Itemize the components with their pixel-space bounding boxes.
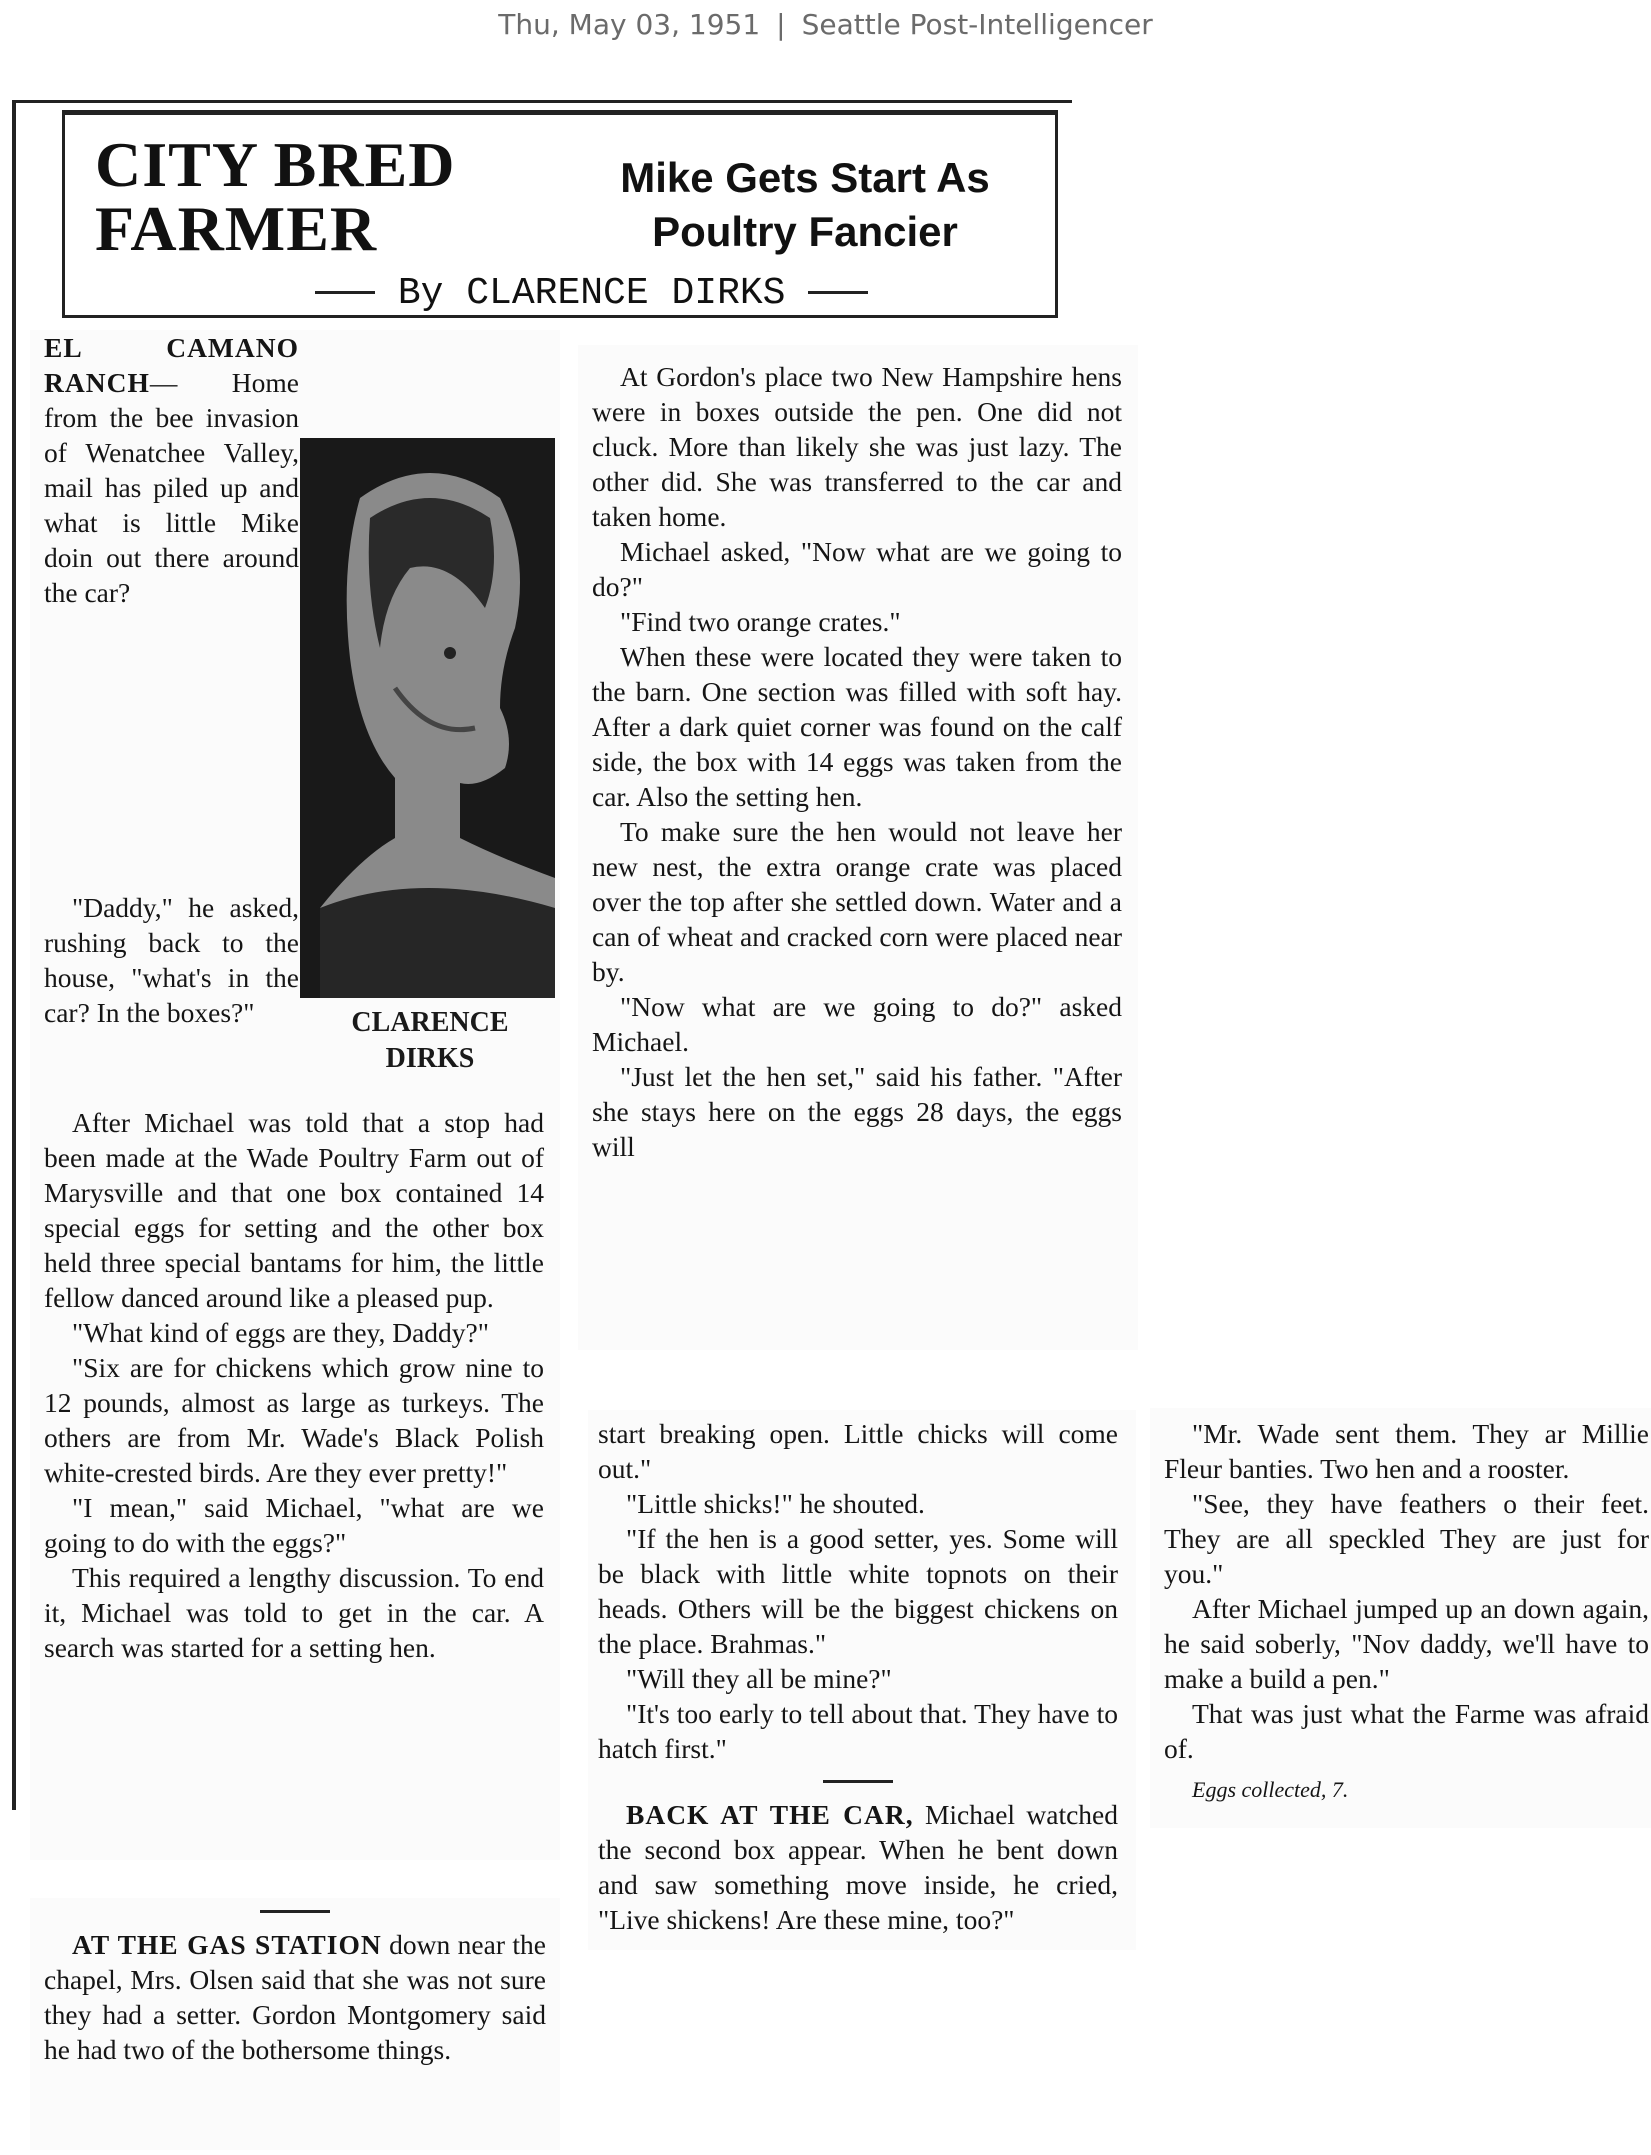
column-1b-paragraph <box>44 1927 546 2067</box>
lead-paragraph-text: — Home from the bee invasion of Wenatchee Valley, mail has piled up and what is little Mike doin out there around the car? <box>44 367 299 608</box>
article-title <box>95 129 515 264</box>
column-4-text <box>1164 1416 1649 1807</box>
publication-date: Thu, May 03, 1951 <box>498 8 761 41</box>
dateline: EL CAMANO RANCH <box>44 332 299 398</box>
column-2-paragraph: "Just let the hen set," said his father. "After she stays here on the eggs 28 days, the eggs will <box>592 1061 1122 1162</box>
title-line-2: FARMER <box>95 193 378 264</box>
publication-name: Seattle Post-Intelligencer <box>801 8 1153 41</box>
column-3-paragraph: start breaking open. Little chicks will come out." <box>598 1418 1118 1484</box>
column-2-text <box>592 359 1122 1164</box>
photo-caption-line-1: CLARENCE <box>351 1007 509 1038</box>
column-2-paragraph: To make sure the hen would not leave her new nest, the extra orange crate was placed over the top after she settled down. Water and a can of wheat and cracked corn were placed near by. <box>592 816 1122 987</box>
column-4-paragraph: After Michael jumped up an down again, he said soberly, "Nov daddy, we'll have to make a build a pen." <box>1164 1593 1649 1694</box>
article-header <box>62 110 1058 318</box>
subtitle-line-1: Mike Gets Start As <box>620 154 990 201</box>
column-2-clipping <box>578 345 1138 1350</box>
column-1b-text <box>30 1927 560 2067</box>
title-line-1: CITY BRED <box>95 129 456 200</box>
column-2-paragraph: "Now what are we going to do?" asked Michael. <box>592 991 1122 1057</box>
section-divider <box>823 1780 893 1783</box>
section-lead-text: down near the chapel, Mrs. Olsen said that she was not sure they had a setter. Gordon Montgomery said he had two of the bothersome things. <box>44 1929 546 2065</box>
subtitle-line-2: Poultry Fancier <box>652 208 958 255</box>
column-4-clipping <box>1150 1408 1651 1828</box>
column-1-paragraph: "Daddy," he asked, rushing back to the house, "what's in the car? In the boxes?" <box>44 892 299 1028</box>
source-separator: | <box>776 8 786 41</box>
section-lead-text: Michael watched the second box appear. When he bent down and saw something move inside, he cried, "Live shickens! Are these mine, too?" <box>598 1799 1118 1935</box>
top-column-rule <box>12 100 1072 103</box>
author-portrait-image <box>300 438 555 998</box>
column-1-paragraph: After Michael was told that a stop had been made at the Wade Poultry Farm out of Marysville and that one box contained 14 special eggs for setting and the other box held three special bantams for him, the little fellow danced around like a pleased pup. <box>44 1107 544 1313</box>
source-bar <box>0 8 1651 41</box>
section-lead: BACK AT THE CAR, <box>626 1799 914 1830</box>
article-subtitle <box>585 151 1025 259</box>
column-4-paragraph: "Mr. Wade sent them. They ar Millie Fleur banties. Two hen and a rooster. <box>1164 1418 1649 1484</box>
column-3-paragraph: "It's too early to tell about that. They have to hatch first." <box>598 1698 1118 1764</box>
column-2-paragraph: When these were located they were taken to the barn. One section was filled with soft hay. After a dark quiet corner was found on the calf side, the box with 14 eggs was taken from the car. Also the setting hen. <box>592 641 1122 812</box>
column-3-paragraph <box>598 1797 1118 1937</box>
column-1-paragraph <box>44 330 299 610</box>
column-3-paragraph: "Will they all be mine?" <box>626 1663 892 1694</box>
author-photo <box>300 438 555 998</box>
byline-rule-right <box>808 291 868 294</box>
photo-caption <box>320 1005 540 1077</box>
column-2-paragraph: "Find two orange crates." <box>620 606 901 637</box>
column-3-paragraph: "Little shicks!" he shouted. <box>626 1488 925 1519</box>
column-4-paragraph: That was just what the Farme was afraid of. <box>1164 1698 1649 1764</box>
column-3-clipping <box>588 1410 1136 1950</box>
column-1-text-continued <box>44 890 299 1030</box>
column-2-paragraph: At Gordon's place two New Hampshire hens were in boxes outside the pen. One did not cluck. More than likely she was just lazy. The other did. She was transferred to the car and taken home. <box>592 361 1122 532</box>
section-divider <box>260 1910 330 1913</box>
column-2-paragraph: Michael asked, "Now what are we going to do?" <box>592 536 1122 602</box>
column-3-text <box>598 1416 1118 1937</box>
column-1-paragraph: "I mean," said Michael, "what are we going to do with the eggs?" <box>44 1492 544 1558</box>
column-3-paragraph: "If the hen is a good setter, yes. Some will be black with little white topnots on their heads. Others will be the biggest chickens on the place. Brahmas." <box>598 1523 1118 1659</box>
column-1-paragraph: "Six are for chickens which grow nine to 12 pounds, almost as large as turkeys. The others are from Mr. Wade's Black Polish white-crested birds. Are they ever pretty!" <box>44 1352 544 1488</box>
column-4-footnote: Eggs collected, 7. <box>1192 1777 1349 1802</box>
column-1-text <box>44 330 299 610</box>
byline <box>315 272 915 315</box>
byline-rule-left <box>315 291 375 294</box>
column-1-text-lower <box>44 1105 544 1665</box>
column-1-paragraph: "What kind of eggs are they, Daddy?" <box>72 1317 489 1348</box>
photo-caption-line-2: DIRKS <box>385 1043 475 1074</box>
byline-text: By CLARENCE DIRKS <box>397 272 786 315</box>
section-lead: AT THE GAS STATION <box>72 1929 382 1960</box>
column-1-paragraph: This required a lengthy discussion. To end it, Michael was told to get in the car. A search was started for a setting hen. <box>44 1562 544 1663</box>
column-4-paragraph: "See, they have feathers o their feet. They are all speckled They are just for you." <box>1164 1488 1649 1589</box>
left-column-rule <box>12 100 16 1810</box>
column-1b-clipping <box>30 1898 560 2150</box>
